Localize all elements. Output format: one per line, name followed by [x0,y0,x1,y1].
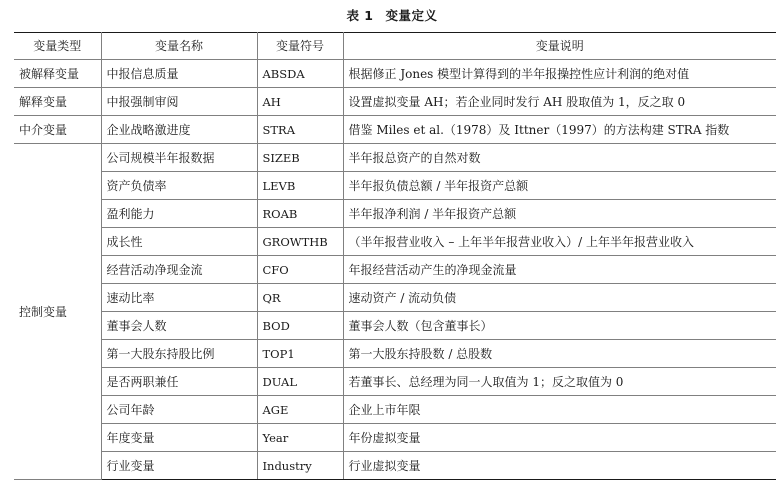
variable-description-cell: 企业上市年限 [343,396,776,424]
header-variable-description: 变量说明 [343,33,776,60]
variable-symbol-cell: AGE [257,396,343,424]
variable-name-cell: 成长性 [101,228,257,256]
variable-symbol-cell: SIZEB [257,144,343,172]
variable-description-cell: 董事会人数（包含董事长） [343,312,776,340]
variable-name-cell: 速动比率 [101,284,257,312]
variable-symbol-cell: TOP1 [257,340,343,368]
variable-name-cell: 经营活动净现金流 [101,256,257,284]
table-row [14,312,776,340]
variable-symbol-cell: BOD [257,312,343,340]
variable-symbol-cell: LEVB [257,172,343,200]
variable-description-cell: 半年报净利润 / 半年报资产总额 [343,200,776,228]
variable-name-cell: 企业战略激进度 [101,116,257,144]
table-row [14,88,776,116]
variable-description-cell: 年报经营活动产生的净现金流量 [343,256,776,284]
variable-symbol-cell: STRA [257,116,343,144]
variable-description-cell: （半年报营业收入 – 上年半年报营业收入）/ 上年半年报营业收入 [343,228,776,256]
variable-description-cell: 行业虚拟变量 [343,452,776,480]
table-row [14,396,776,424]
variable-name-cell: 第一大股东持股比例 [101,340,257,368]
variable-name-cell: 年度变量 [101,424,257,452]
variable-name-cell: 中报信息质量 [101,60,257,88]
variable-symbol-cell: CFO [257,256,343,284]
variable-symbol-cell: AH [257,88,343,116]
variable-description-cell: 年份虚拟变量 [343,424,776,452]
variable-name-cell: 公司规模半年报数据 [101,144,257,172]
table-row [14,368,776,396]
variable-symbol-cell: Industry [257,452,343,480]
variable-name-cell: 行业变量 [101,452,257,480]
table-row [14,228,776,256]
variable-symbol-cell: ABSDA [257,60,343,88]
table-caption [0,6,784,24]
variable-symbol-cell: Year [257,424,343,452]
variable-type-cell: 解释变量 [14,88,101,116]
table-row [14,60,776,88]
variable-symbol-cell: DUAL [257,368,343,396]
variable-name-cell: 公司年龄 [101,396,257,424]
variable-symbol-cell: ROAB [257,200,343,228]
table-row [14,172,776,200]
header-variable-symbol: 变量符号 [257,33,343,60]
variable-description-cell: 设置虚拟变量 AH；若企业同时发行 AH 股取值为 1，反之取 0 [343,88,776,116]
variable-name-cell: 资产负债率 [101,172,257,200]
table-row [14,200,776,228]
variable-type-cell: 控制变量 [14,144,101,480]
table-row [14,284,776,312]
variable-type-cell: 被解释变量 [14,60,101,88]
table-row [14,144,776,172]
variable-name-cell: 董事会人数 [101,312,257,340]
variable-description-cell: 若董事长、总经理为同一人取值为 1；反之取值为 0 [343,368,776,396]
variable-symbol-cell: QR [257,284,343,312]
table-title: 变量定义 [385,8,438,23]
header-variable-name: 变量名称 [101,33,257,60]
table-row [14,256,776,284]
variable-description-cell: 第一大股东持股数 / 总股数 [343,340,776,368]
table-row [14,340,776,368]
table-row [14,116,776,144]
table-row [14,424,776,452]
header-variable-type: 变量类型 [14,33,101,60]
variable-name-cell: 是否两职兼任 [101,368,257,396]
table-row [14,452,776,480]
variable-description-cell: 借鉴 Miles et al.（1978）及 Ittner（1997）的方法构建 STRA 指数 [343,116,776,144]
variable-description-cell: 速动资产 / 流动负债 [343,284,776,312]
variable-name-cell: 盈利能力 [101,200,257,228]
variable-description-cell: 根据修正 Jones 模型计算得到的半年报操控性应计利润的绝对值 [343,60,776,88]
variable-description-cell: 半年报负债总额 / 半年报资产总额 [343,172,776,200]
variable-symbol-cell: GROWTHB [257,228,343,256]
table-header-row [14,33,776,60]
variable-description-cell: 半年报总资产的自然对数 [343,144,776,172]
variable-name-cell: 中报强制审阅 [101,88,257,116]
table-number: 表 1 [346,8,374,23]
variable-definition-table [14,32,776,480]
variable-type-cell: 中介变量 [14,116,101,144]
